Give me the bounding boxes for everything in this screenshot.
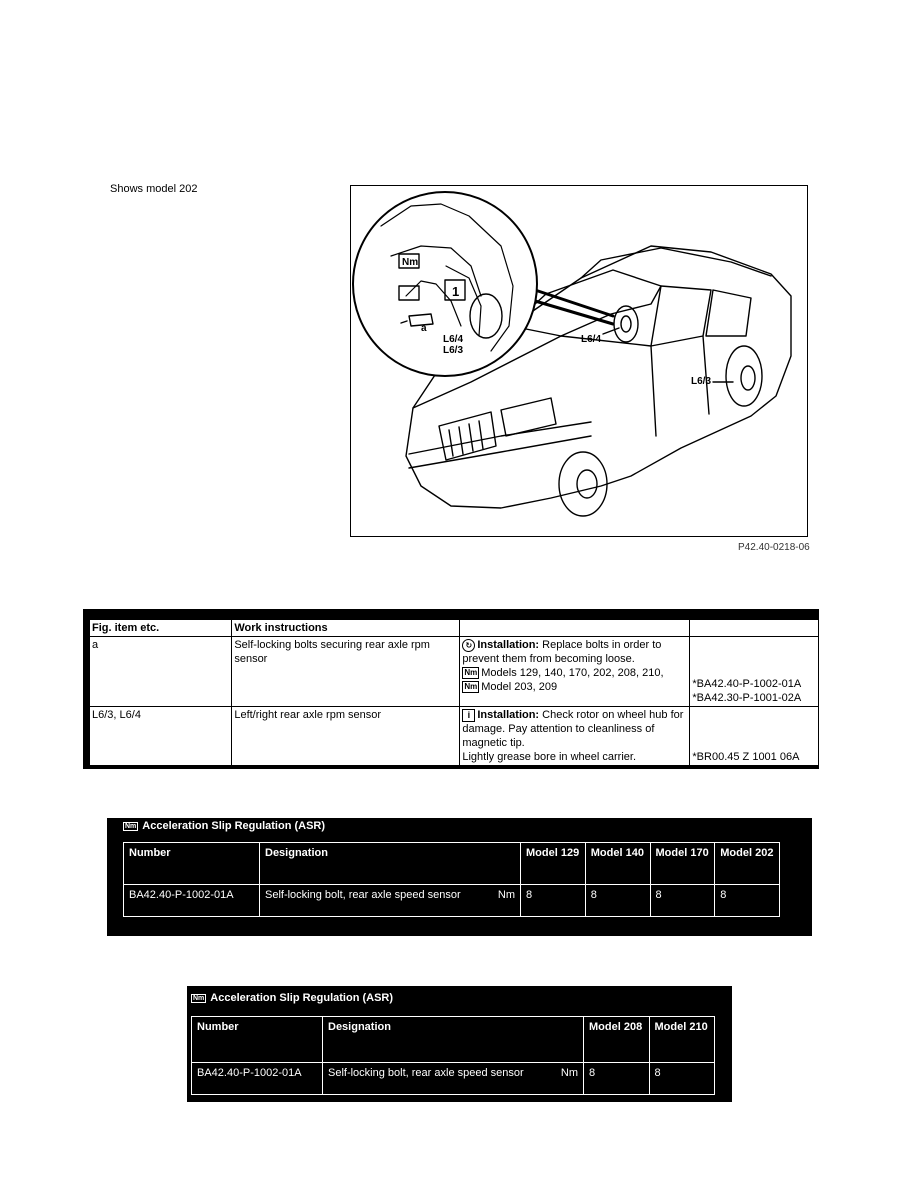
car-drawing [351, 186, 807, 536]
figure-reference: P42.40-0218-06 [738, 542, 810, 553]
header-model: Model 202 [715, 843, 780, 885]
note-text-2: Lightly grease bore in wheel carrier. [462, 751, 637, 763]
car-rear-window [706, 290, 751, 336]
header-notes [460, 620, 690, 637]
torque-models-2: Model 203, 209 [481, 681, 558, 693]
note-label: Installation: [477, 639, 540, 651]
callout-a-inset: a [421, 323, 427, 334]
cell-designation: Self-locking bolt, rear axle speed sensor Nm [260, 885, 521, 917]
torque-table-title: Nm Acceleration Slip Regulation (ASR) [125, 820, 326, 832]
row-notes [460, 707, 690, 766]
cell-value: 8 [585, 885, 650, 917]
cell-value: 8 [649, 1063, 715, 1095]
ref-link[interactable]: *BA42.40-P-1002-01A [692, 678, 802, 690]
table-row [90, 637, 819, 707]
cell-number: BA42.40-P-1002-01A [124, 885, 260, 917]
car-side-window [651, 286, 711, 346]
torque-table-1 [123, 842, 780, 917]
note-text: Replace bolts in order to prevent them from becoming loose. [462, 639, 662, 665]
cell-value: 8 [584, 1063, 650, 1095]
work-instructions-panel [83, 609, 819, 769]
car-front-wheel [559, 452, 607, 516]
torque-table-2 [191, 1016, 715, 1095]
torque-table-2-panel [187, 986, 732, 1102]
unit-label: Nm [497, 889, 515, 901]
callout-nm-inset: Nm [402, 257, 419, 268]
cell-number: BA42.40-P-1002-01A [192, 1063, 323, 1095]
ref-link[interactable]: *BA42.30-P-1001-02A [692, 692, 802, 704]
callout-l63-inset: L6/3 [443, 345, 464, 356]
table-row [124, 885, 780, 917]
callout-l64-car: L6/4 [581, 334, 602, 345]
torque-icon: Nm [464, 668, 478, 678]
table-row [192, 1063, 715, 1095]
header-model: Model 208 [584, 1017, 650, 1063]
info-icon: i [462, 709, 475, 722]
cell-value: 8 [521, 885, 586, 917]
table-row [90, 707, 819, 766]
car-grille [439, 412, 496, 460]
row-instruction: Self-locking bolts securing rear axle rpm sensor [232, 637, 460, 707]
nm-icon: Nm [125, 822, 137, 830]
header-model: Model 140 [585, 843, 650, 885]
technical-illustration [350, 185, 808, 537]
header-work-instructions: Work instructions [232, 620, 460, 637]
row-item: L6/3, L6/4 [90, 707, 232, 766]
installation-icon: ↻ [462, 639, 475, 652]
table-header-row [124, 843, 780, 885]
car-rear-wheel [726, 346, 762, 406]
nm-icon: Nm [193, 994, 205, 1002]
torque-table-title: Nm Acceleration Slip Regulation (ASR) [193, 992, 394, 1004]
header-number: Number [192, 1017, 323, 1063]
note-label: Installation: [477, 709, 540, 721]
note-text: Check rotor on wheel hub for damage. Pay attention to cleanliness of magnetic tip. [462, 709, 684, 749]
callout-l64-inset: L6/4 [443, 334, 464, 345]
header-model: Model 129 [521, 843, 586, 885]
row-instruction: Left/right rear axle rpm sensor [232, 707, 460, 766]
torque-models-1: Models 129, 140, 170, 202, 208, 210, [481, 667, 664, 679]
callout-one-inset: 1 [452, 284, 460, 299]
cell-value: 8 [650, 885, 715, 917]
header-designation: Designation [323, 1017, 584, 1063]
header-fig-item: Fig. item etc. [90, 620, 232, 637]
torque-icon: Nm [464, 682, 478, 692]
header-model: Model 170 [650, 843, 715, 885]
row-notes [460, 637, 690, 707]
header-designation: Designation [260, 843, 521, 885]
unit-label: Nm [560, 1067, 578, 1079]
ref-link[interactable]: *BR00.45 Z 1001 06A [692, 751, 800, 763]
row-refs [690, 707, 819, 766]
cell-value: 8 [715, 885, 780, 917]
figure-caption: Shows model 202 [110, 183, 198, 195]
header-refs [690, 620, 819, 637]
header-number: Number [124, 843, 260, 885]
row-item: a [90, 637, 232, 707]
cell-designation: Self-locking bolt, rear axle speed sensor Nm [323, 1063, 584, 1095]
row-refs [690, 637, 819, 707]
table-header-row [90, 620, 819, 637]
callout-l63-car: L6/3 [691, 376, 712, 387]
header-model: Model 210 [649, 1017, 715, 1063]
torque-table-1-panel [107, 818, 812, 936]
table-header-row [192, 1017, 715, 1063]
work-instructions-table [89, 619, 819, 766]
